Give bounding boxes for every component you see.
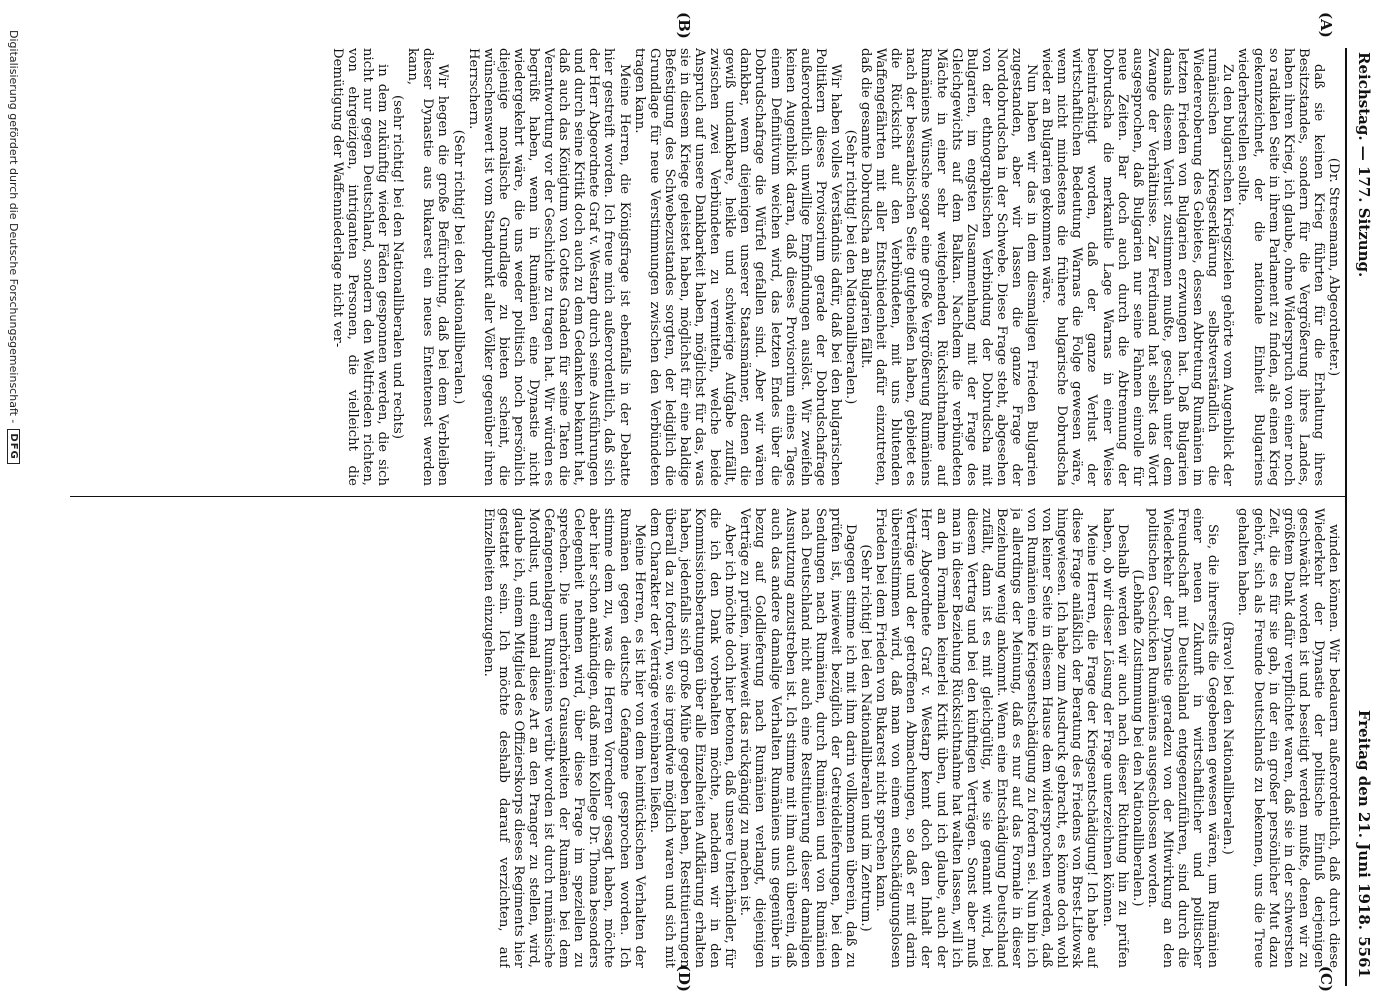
paragraph: in dem zukünftig wieder Fäden gesponnen werden, die sich nicht nur gegen Deutschland, sondern den Weltfrieden richten, von ehrgeizigen, intriganten Personen, die vielleicht die Demütigung der Waffenniederlage nicht ver- (329, 48, 391, 486)
paragraph: Deshalb werden wir auch nach dieser Richtung hin zu prüfen haben, ob wir dieser Lösung der Frage unterzeichnen können. (1099, 508, 1130, 968)
paragraph: Dagegen stimme ich mit ihm darin vollkommen überein, daß zu prüfen ist, inwieweit bezüglich der Getreidelieferungen, bei den Sendungen nach Rumänien, durch Rumänien und von Rumänien nach Deutschland nicht auch eine Restituierung dieser damaligen Ausnutzung anzustreben ist. Ich stimme mit ihm auch überein, daß auch das andere damalige Verhalten Rumäniens uns gegenüber in bezug auf Goldlieferung nach Rumänien verlangt, diejenigen Verträge zu prüfen, inwieweit das rückgängig zu machen ist. (737, 508, 858, 968)
interjection: (Sehr richtig! bei den Nationalliberalen und im Zentrum.) (858, 544, 874, 932)
page-number: 5561 (1355, 936, 1373, 978)
paragraph: Wir hegen die große Befürchtung, daß bei dem Verbleiben dieser Dynastie aus Bukarest ein neues Ententenest werden kann, (405, 48, 451, 486)
paragraph: (Dr. Stresemann, Abgeordneter.) (1326, 157, 1341, 377)
header-left: Reichstag. — 177. Sitzung. (1355, 52, 1373, 278)
interjection: (Bravo! bei den Nationalliberalen.) (1220, 621, 1236, 855)
credit-text: Digitalisierung gefördert durch die Deutsche Forschungsgemeinschaft - (7, 30, 21, 424)
paragraph: Zu den bulgarischen Kriegszielen gehörte vom Augenblick der rumänischen Kriegserklärung selbstverständlich die Wiedereroberung des Gebietes, dessen Abtretung Rumänien im letzten Frieden von Bulgarien erzwungen hat. Daß Bulgarien damals diesem Verlust zustimmen mußte, geschah unter dem Zwange der Verhältnisse. Zar Ferdinand hat selbst das Wort ausgesprochen, daß Bulgarien nur seine Fahnen einrolle für neue Zeiten. Bar doch auch durch die Abtrennung der Dobrudscha die merkantile Lage Warnas in einer Weise beeinträchtigt worden, daß der ganze Verlust der wirtschaftlichen Bedeutung Warnas die Folge gewesen wäre, wenn nicht mindestens die frühere bulgarische Dobrudscha wieder an Bulgarien gekommen wäre. (1039, 48, 1236, 486)
paragraph: daß sie keinen Krieg führten für die Erhaltung ihres Besitzstandes, sondern für die Vergrößerung ihres Landes, haben ihren Krieg, ich glaube, ohne Widerspruch von einer noch so radikalen Seite in ihrem Parlament zu finden, als einen Krieg gekennzeichnet, der die nationale Einheit Bulgariens wiederherstellen sollte. (1235, 48, 1326, 486)
paragraph: Sie, die ihrerseits die Gegebenen gewesen wären, um Rumänien einer neuen Zukunft in wirtschaftlicher und politischer Freundschaft mit Deutschland entgegenzuführen, sind durch die Wiederkehr der Dynastie geradezu von der Mitwirkung an den politischen Geschicken Rumäniens ausgeschlossen worden. (1144, 508, 1221, 968)
header-rule (1345, 48, 1347, 986)
paragraph: Meine Herren, die Königsfrage ist ebenfalls in der Debatte hier gestreift worden. Ich freue mich außerordentlich, daß sich der Herr Abgeordnete Graf v. Westarp durch seine Ausführungen und durch seine Kritik doch auch zu dem Gedanken bekannt hat, daß auch das Königtum von Gottes Gnaden für seine Taten die Verantwortung vor der Geschichte zu tragen hat. Wir würden es begrüßt haben, wenn in Rumänien eine Dynastie nicht wiedergekehrt wäre, die uns weder politisch noch persönlich diejenige moralische Grundlage zu bieten scheint, die wünschenswert ist vom Standpunkt aller Völker gegenüber ihren Herrschern. (465, 48, 632, 486)
left-column (72, 48, 1341, 486)
interjection: (Sehr richtig! bei den Nationalliberalen.) (450, 129, 466, 405)
margin-letter-d: (D) (675, 964, 693, 992)
dfg-logo: DFG (8, 429, 21, 463)
margin-letter-a: (A) (1317, 12, 1335, 38)
margin-letter-c: (C) (1317, 965, 1335, 992)
paragraph: winden können. Wir bedauern außerordentlich, daß durch diese Wiederkehr der Dynastie der politische Einfluß derjenigen geschwächt worden ist und beseitigt werden mußte, denen wir zu größtem Dank dafür verpflichtet waren, daß sie in der schwersten Zeit, die es für sie gab, in der ein großer persönlicher Mut dazu gehört, sich als Freunde Deutschlands zu bekennen, uns die Treue gehalten haben. (1235, 508, 1341, 968)
paragraph: Wir haben volles Verständnis dafür, daß bei den bulgarischen Politikern dieses Provisorium gerade der Dobrudschafrage außerordentlich unwillige Empfindungen auslöst. Wir zweifeln keinen Augenblick daran, daß dieses Provisorium eines Tages einem Definitivum weichen wird, das letzten Endes über die Dobrudschafrage die Würfel gefallen sind. Aber wir wären dankbar, wenn diejenigen unserer Staatsmänner, denen die gewiß undankbare, heikle und schwierige Aufgabe zufällt, zwischen zwei Verbündeten zu vermitteln, welche beide Anspruch auf unsere Dankbarkeit haben, möglichst für das, was sie in diesem Kriege geleistet haben, möglichst für eine baldige Befestigung des Schwebezustandes sorgten, der lediglich die Grundlage für neue Verstimmungen zwischen den Verbündeten tragen kann. (631, 48, 843, 486)
paragraph: Nun haben wir das in dem diesmaligen Frieden Bulgarien zugestanden, aber wir lassen die ganze Frage der Norddobrudscha in der Schwebe. Diese Frage steht, abgesehen von der ethnographischen Verbindung der Dobrudscha mit Bulgarien, im engsten Zusammenhang mit der Frage des Gleichgewichts auf dem Balkan. Nachdem die verbündeten Mächte in einer sehr weitgehenden Rücksichtnahme auf Rumäniens Wünsche sogar eine große Vergrößerung Rumäniens nach der bessarabischen Seite gutgeheißen haben, gebietet es die Rücksicht auf den Verbündeten, mit uns blutenden Waffengefährten mit aller Entschiedenheit dafür einzutreten, daß die gesamte Dobrudscha an Bulgarien fällt. (858, 48, 1040, 486)
column-divider (70, 496, 1345, 497)
margin-letter-b: (B) (675, 12, 693, 39)
paragraph: Aber ich möchte doch hier betonen, daß unsere Unterhändler, für die ich den Dank vorbehalten möchte, nachdem wir in den Kommissionsberatungen über alle Einzelheiten Aufklärung erhalten haben, jedenfalls sich große Mühe gegeben haben, Restituierungen überall da zu fordern, wo sie irgendwie möglich waren und sich mit dem Charakter der Verträge vereinbaren ließen. (646, 508, 738, 968)
right-column (72, 508, 1341, 968)
digitization-credit (0, 0, 28, 1000)
interjection: (sehr richtig! bei den Nationalliberalen und rechts) (390, 95, 406, 439)
interjection: (Sehr richtig! bei den Nationalliberalen.) (843, 129, 858, 405)
paragraph: Meine Herren, es ist hier von dem heimtückischen Verhalten der Rumänen gegen deutsche Gefangene gesprochen worden. Ich stimme dem zu, was die Herren Vorredner gesagt haben, möchte aber hier schon ankündigen, daß mein Kollege Dr. Thoma besonders Gelegenheit nehmen wird, über diese Frage im speziellen zu sprechen. Die unerhörten Grausamkeiten der Rumänen bei dem Gefangenenlagern Rumäniens verübt worden ist durch rumänische Mordlust, und einmal diese Art an den Pranger zu stellen, wird, glaube ich, einem Mitglied des Offizierskorps dieses Regiments hier gestattet sein. Ich möchte deshalb darauf verzichten, auf Einzelheiten einzugehen. (480, 508, 647, 968)
header-right: Freitag den 21. Juni 1918. (1355, 709, 1373, 930)
interjection: (Lebhafte Zustimmung bei den Nationalliberalen.) (1129, 569, 1145, 907)
paragraph: Meine Herren, die Frage der Kriegsentschädigung! Ich habe auf diese Frage anläßlich der Beratung des Friedens von Brest-Litowsk hingewiesen. Ich habe zum Ausdruck gebracht, es könne doch wohl von keiner Seite in diesem Hause dem widersprochen werden, daß von Rumänien eine Kriegsentschädigung zu fordern sei. Nun bin ich ja allerdings der Meinung, daß es nur auf das Formale in dieser Beziehung wenig ankommt. Wenn eine Entschädigung Deutschland zufällt, dann ist es mit gleichgültig, wie sie genannt wird, bei diesem Vertrag und bei den künftigen Verträgen. Sonst aber muß man in dieser Beziehung Rücksichtnahme hat walten lassen, will ich an dem Formalen keinerlei Kritik üben, und ich glaube, auch der Herr Abgeordnete Graf v. Westarp kennt doch den Inhalt der Verträge und der getroffenen Abmachungen, so daß er mit darin übereinstimmen wird, daß man von einem entschädigungslosen Frieden bei dem Frieden von Bukarest nicht sprechen kann. (873, 508, 1100, 968)
